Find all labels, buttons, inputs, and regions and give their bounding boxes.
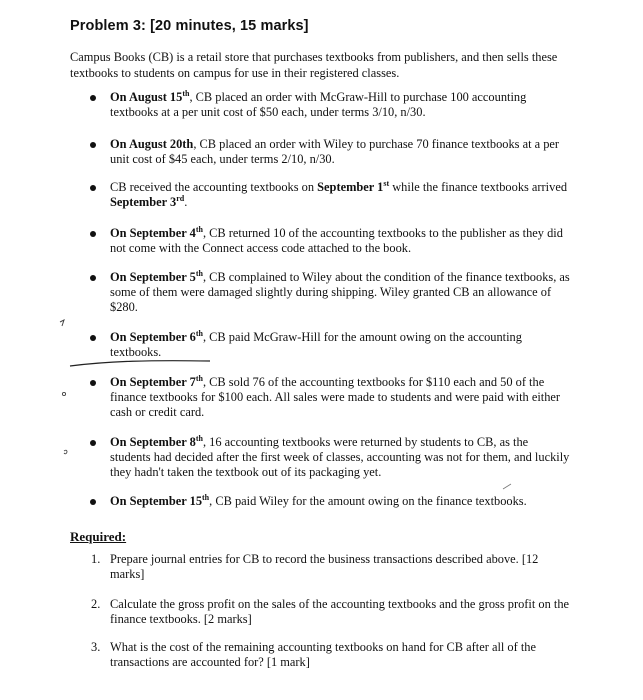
bullet-date: On September 8 (110, 435, 196, 449)
bullet-date: On August 20th (110, 137, 194, 151)
pen-squiggle-mark (64, 450, 67, 454)
bullet-date-suffix: th (202, 492, 210, 502)
problem-title: Problem 3: [20 minutes, 15 marks] (70, 18, 309, 34)
bullet-text-mid: while the finance textbooks arrived (389, 180, 568, 194)
bullet-date-suffix: th (195, 328, 203, 338)
pen-dot-mark (62, 392, 65, 395)
bullet-text-pre: CB received the accounting textbooks on (110, 180, 318, 194)
bullet-date-suffix: rd (176, 193, 185, 203)
intro-paragraph: Campus Books (CB) is a retail store that purchases textbooks from publishers, and then sells these textbooks to students on campus for use in their registered classes. (70, 50, 558, 80)
bullet-text: , CB complained to Wiley about the condition of the finance textbooks, as some of them were damaged slightly during shipping. Wiley granted CB an allowance of $280. (110, 270, 570, 314)
bullet-text: , CB returned 10 of the accounting textbooks to the publisher as they did not come with the Connect access code attached to the book. (110, 226, 563, 255)
bullet-text: , CB paid Wiley for the amount owing on the finance textbooks. (209, 494, 527, 508)
pen-underline-stroke (70, 361, 210, 366)
bullet-date: On September 4 (110, 226, 196, 240)
bullet-text: , 16 accounting textbooks were returned by students to CB, as the students had decided after the first week of classes, accounting was not for them, and luckily they hadn't taken the textbook out of its packaging yet. (110, 435, 570, 479)
bullet-date: On September 5 (110, 270, 196, 284)
bullet-text: , CB placed an order with McGraw-Hill to purchase 100 accounting textbooks at a per unit cost of $50 each, under terms 3/10, n/30. (110, 90, 527, 119)
bullet-date-suffix: th (182, 88, 190, 98)
required-heading: Required: (70, 529, 127, 544)
bullet-date-suffix: th (195, 373, 203, 383)
requirement-text: What is the cost of the remaining accounting textbooks on hand for CB after all of the transactions are accounted for? [1 mark] (110, 640, 536, 669)
bullet-date: On August 15 (110, 90, 183, 104)
bullet-date: On September 7 (110, 375, 196, 389)
bullet-text: , CB placed an order with Wiley to purchase 70 finance textbooks at a per unit cost of $45 each, under terms 2/10, n/30. (110, 137, 560, 166)
bullet-date-suffix: th (195, 224, 203, 234)
bullet-text: , CB paid McGraw-Hill for the amount owing on the accounting textbooks. (110, 330, 522, 359)
requirement-number: 1. (91, 552, 101, 566)
bullet-date: On September 15 (110, 494, 203, 508)
pen-slash-mark (503, 484, 511, 489)
requirement-number: 2. (91, 597, 101, 611)
requirement-text: Calculate the gross profit on the sales of the accounting textbooks and the gross profit on the finance textbooks. [2 marks] (110, 597, 570, 626)
bullet-date-suffix: st (383, 178, 390, 188)
bullet-date: On September 6 (110, 330, 196, 344)
requirement-number: 3. (91, 640, 101, 654)
bullet-date: September 1 (317, 180, 384, 194)
bullet-date-suffix: th (195, 433, 203, 443)
pen-tick-mark (60, 320, 64, 326)
requirement-text: Prepare journal entries for CB to record the business transactions described above. [12 marks] (110, 552, 539, 581)
bullet-text: , CB sold 76 of the accounting textbooks for $110 each and 50 of the finance textbooks for $100 each. All sales were made to students and were paid with either cash or credit card. (110, 375, 561, 419)
bullet-date-suffix: th (195, 268, 203, 278)
bullet-text-end: . (184, 195, 188, 209)
bullet-date: September 3 (110, 195, 177, 209)
